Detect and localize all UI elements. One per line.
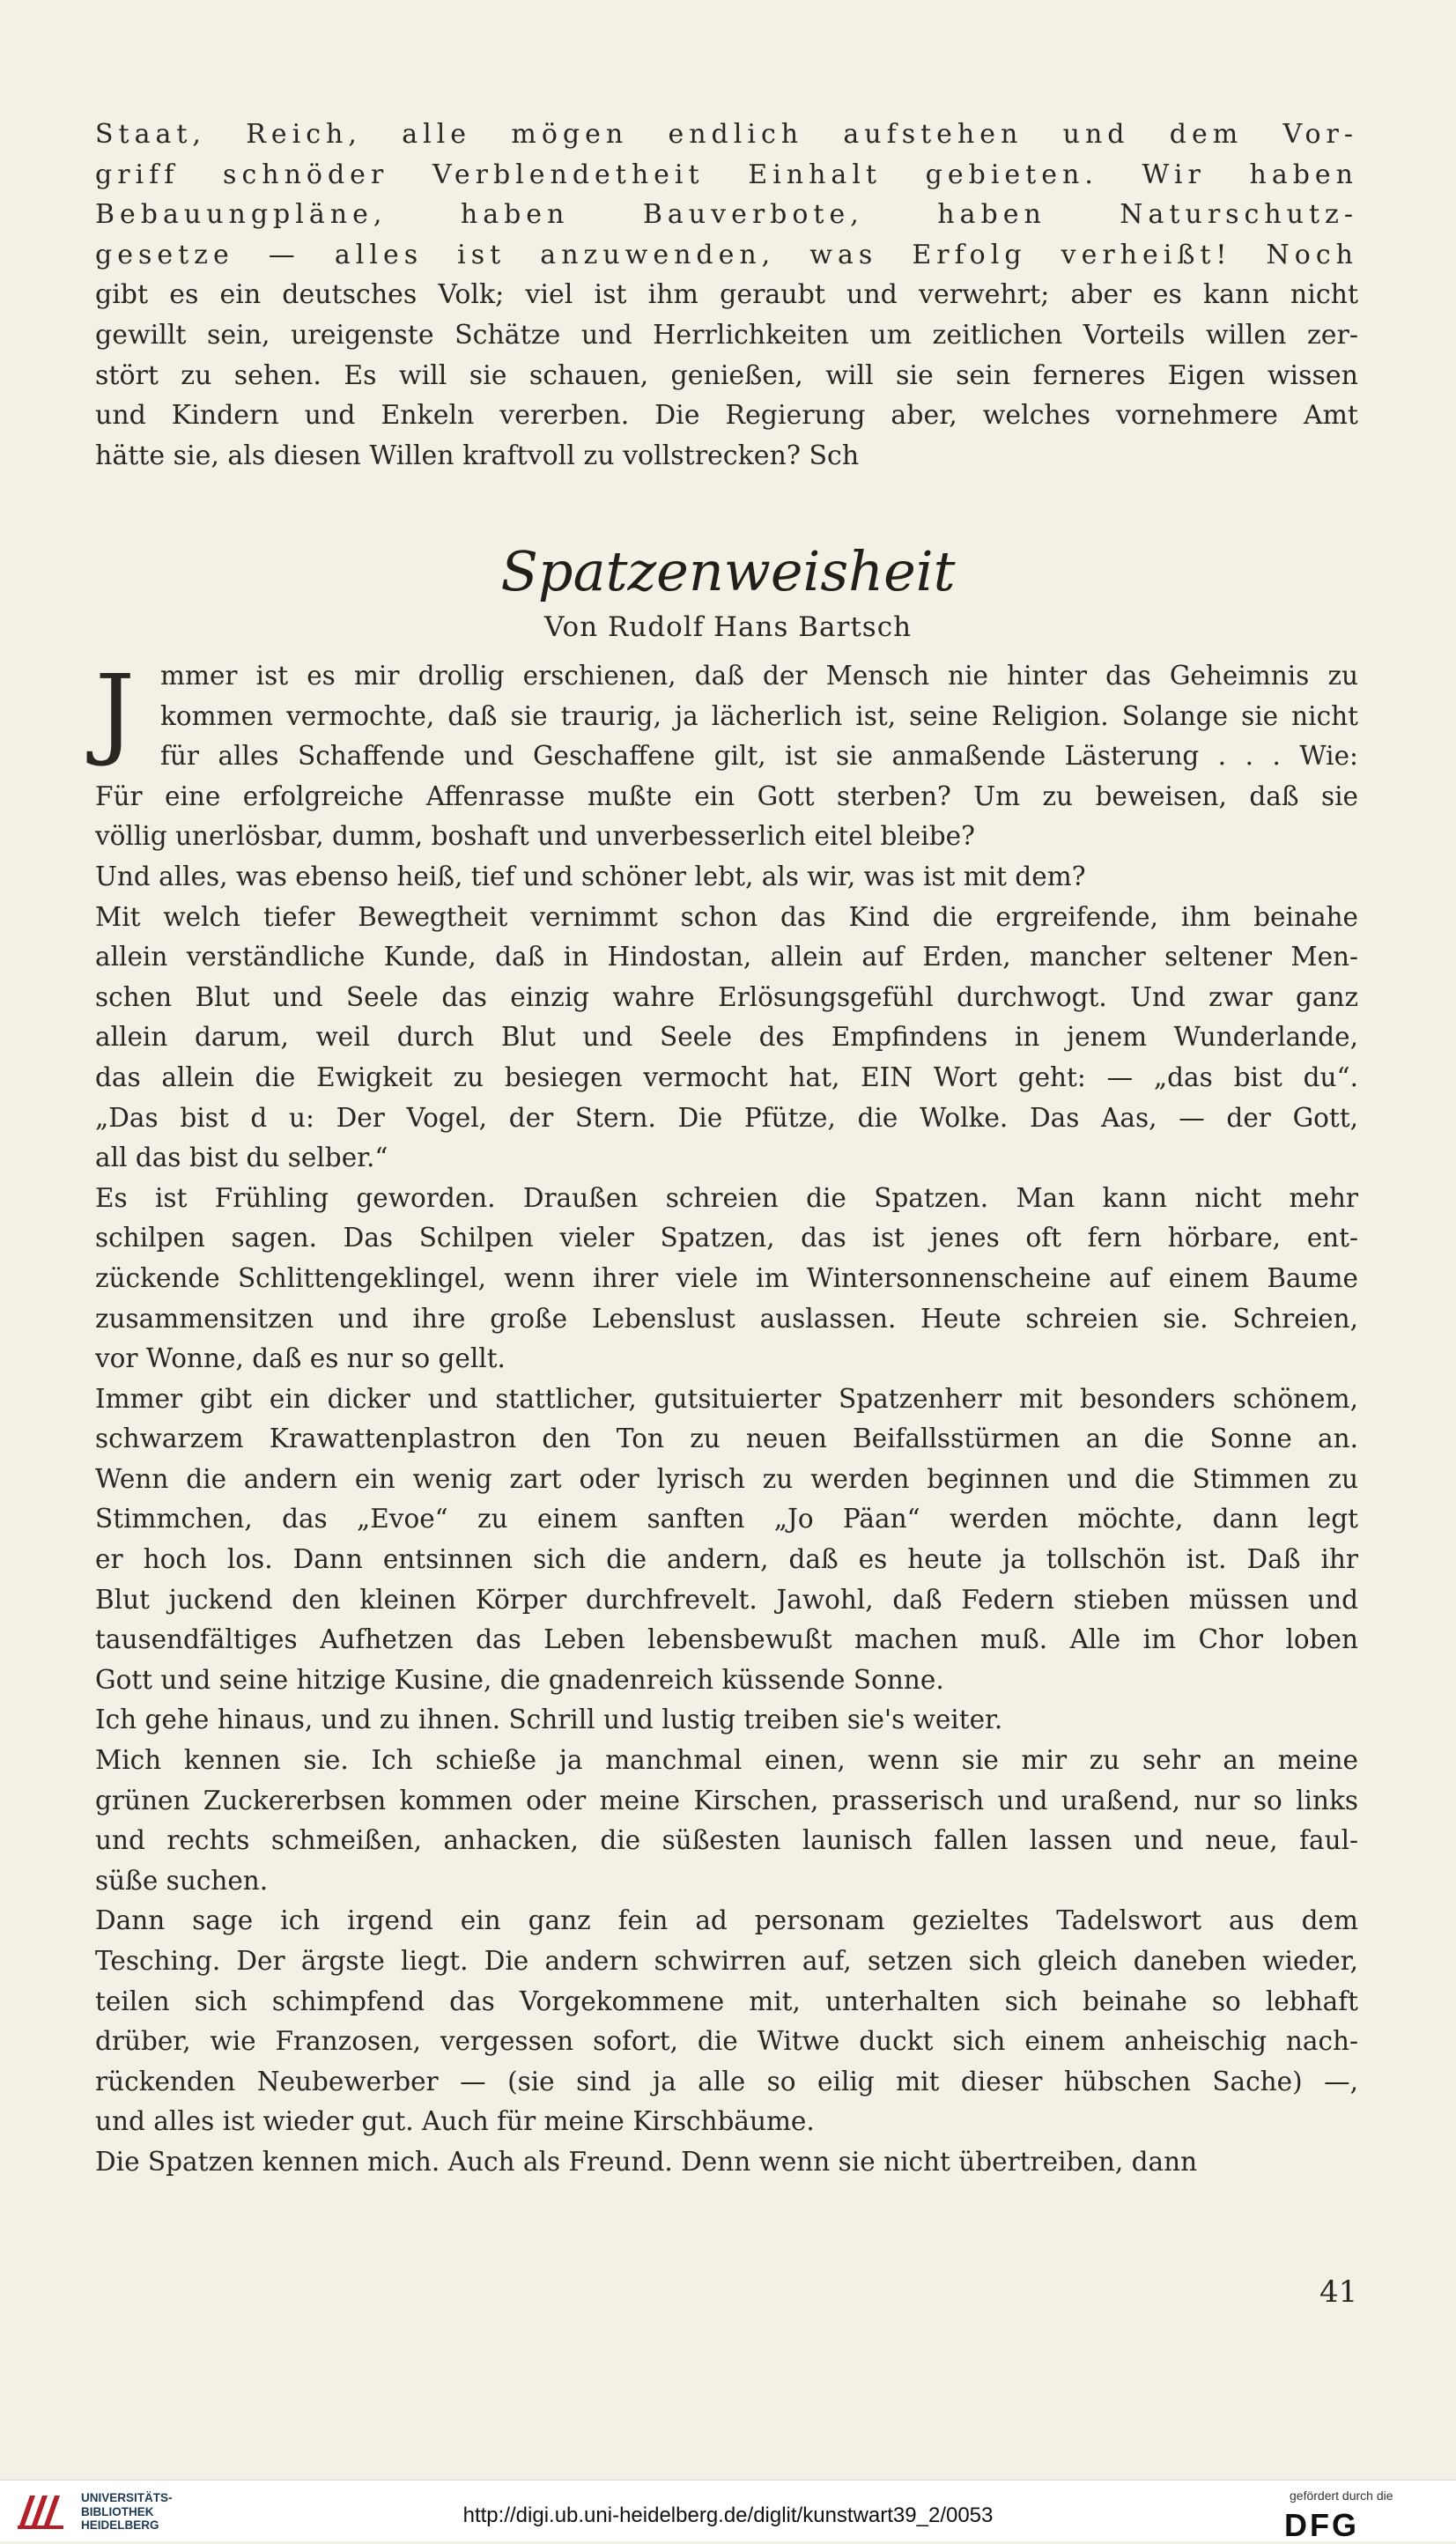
text-line: gewillt sein, ureigenste Schätze und Herrlichkeiten um zeitlichen Vorteils willen zer-: [95, 319, 1358, 351]
article-line: für alles Schaffende und Geschaffene gilt, ist sie anmaßende Lästerung . . . Wie:: [160, 741, 1358, 772]
drop-cap: J: [95, 654, 135, 769]
article-line: zusammensitzen und ihre große Lebenslust auslassen. Heute schreien sie. Schreien,: [95, 1303, 1358, 1334]
article-line: drüber, wie Franzosen, vergessen sofort, die Witwe duckt sich einem anheischig nach-: [95, 2026, 1358, 2057]
funding-note: gefördert durch die: [1290, 2489, 1393, 2503]
article-line: Immer gibt ein dicker und stattlicher, gutsituierter Spatzenherr mit besonders schönem,: [95, 1383, 1358, 1414]
article-line: zückende Schlittengeklingel, wenn ihrer viele im Wintersonnenscheine auf einem Baume: [95, 1262, 1358, 1293]
text-line: stört zu sehen. Es will sie schauen, genießen, will sie sein ferneres Eigen wissen: [95, 359, 1358, 391]
article-line: Es ist Frühling geworden. Draußen schreien die Spatzen. Man kann nicht mehr: [95, 1182, 1358, 1213]
article-line: Blut juckend den kleinen Körper durchfrevelt. Jawohl, daß Federn stieben müssen und: [95, 1584, 1358, 1615]
article-line: und alles ist wieder gut. Auch für meine Kirschbäume.: [95, 2106, 815, 2137]
article-line: Mich kennen sie. Ich schieße ja manchmal einen, wenn sie mir zu sehr an meine: [95, 1745, 1358, 1776]
text-line: gesetze — alles ist anzuwenden, was Erfolg verheißt! Noch: [95, 239, 1358, 270]
article-line: schilpen sagen. Das Schilpen vieler Spatzen, das ist jenes oft fern hörbare, ent-: [95, 1223, 1358, 1254]
article-line: Für eine erfolgreiche Affenrasse mußte ein Gott sterben? Um zu beweisen, daß sie: [95, 780, 1358, 811]
article-line: Ich gehe hinaus, und zu ihnen. Schrill und lustig treiben sie's weiter.: [95, 1705, 1003, 1735]
article-line: Tesching. Der ärgste liegt. Die andern schwirren auf, setzen sich gleich daneben wieder,: [95, 1946, 1358, 1976]
text-line: gibt es ein deutsches Volk; viel ist ihm geraubt und verwehrt; aber es kann nicht: [95, 279, 1358, 311]
article-line: tausendfältiges Aufhetzen das Leben lebensbewußt machen muß. Alle im Chor loben: [95, 1624, 1358, 1655]
article-line: er hoch los. Dann entsinnen sich die andern, daß es heute ja tollschön ist. Daß ihr: [95, 1544, 1358, 1575]
article-line: allein darum, weil durch Blut und Seele des Empfindens in jenem Wunderlande,: [95, 1022, 1358, 1053]
article-line: grünen Zuckererbsen kommen oder meine Kirschen, prasserisch und uraßend, nur so links: [95, 1785, 1358, 1816]
library-name-text: UNIVERSITÄTS- BIBLIOTHEK HEIDELBERG: [81, 2491, 173, 2532]
article-line: das allein die Ewigkeit zu besiegen vermocht hat, EIN Wort geht: — „das bist du“.: [95, 1061, 1358, 1092]
article-body: [95, 656, 1358, 2183]
article-line: Wenn die andern ein wenig zart oder lyrisch zu werden beginnen und die Stimmen zu: [95, 1463, 1358, 1494]
article-line: teilen sich schimpfend das Vorgekommene mit, unterhalten sich beinahe so lebhaft: [95, 1986, 1358, 2016]
article-line: Dann sage ich irgend ein ganz fein ad personam gezieltes Tadelswort aus dem: [95, 1905, 1358, 1936]
article-byline: Von Rudolf Hans Bartsch: [543, 611, 913, 643]
article-line: Gott und seine hitzige Kusine, die gnadenreich küssende Sonne.: [95, 1664, 944, 1695]
dfg-logo: DFG: [1284, 2507, 1359, 2543]
article-line: schwarzem Krawattenplastron den Ton zu neuen Beifallsstürmen an die Sonne an.: [95, 1424, 1358, 1454]
continued-text: [95, 115, 1358, 476]
text-line: griff schnöder Verblendetheit Einhalt gebieten. Wir haben: [95, 159, 1358, 190]
text-line: hätte sie, als diesen Willen kraftvoll zu vollstrecken? Sch: [95, 440, 860, 471]
article-line: Und alles, was ebenso heiß, tief und schöner lebt, als wir, was ist mit dem?: [95, 861, 1086, 891]
article-line: und rechts schmeißen, anhacken, die süßesten launisch fallen lassen und neue, faul-: [95, 1825, 1358, 1856]
article-title: Spatzenweisheit: [500, 539, 956, 603]
source-url-link[interactable]: http://digi.ub.uni-heidelberg.de/diglit/kunstwart39_2/0053: [462, 2503, 994, 2527]
article-line: Mit welch tiefer Bewegtheit vernimmt schon das Kind die ergreifende, ihm beinahe: [95, 901, 1358, 932]
article-line: all das bist du selber.“: [95, 1143, 388, 1173]
text-line: Staat, Reich, alle mögen endlich aufstehen und dem Vor-: [95, 119, 1358, 150]
article-line: vor Wonne, daß es nur so gellt.: [95, 1343, 506, 1374]
article-line: kommen vermochte, daß sie traurig, ja lächerlich ist, seine Religion. Solange sie nicht: [160, 700, 1358, 731]
article-line: „Das bist d u: Der Vogel, der Stern. Die Pfütze, die Wolke. Das Aas, — der Gott,: [95, 1102, 1358, 1133]
article-line: mmer ist es mir drollig erschienen, daß der Mensch nie hinter das Geheimnis zu: [160, 661, 1358, 691]
article-line: Stimmchen, das „Evoe“ zu einem sanften „Jo Päan“ werden möchte, dann legt: [95, 1504, 1358, 1535]
page-number: 41: [1319, 2274, 1358, 2310]
text-line: Bebauungpläne, haben Bauverbote, haben Naturschutz-: [95, 199, 1358, 231]
article-line: schen Blut und Seele das einzig wahre Erlösungsgefühl durchwogt. Und zwar ganz: [95, 981, 1358, 1012]
text-line: und Kindern und Enkeln vererben. Die Regierung aber, welches vornehmere Amt: [95, 400, 1358, 432]
article-line: süße suchen.: [95, 1865, 269, 1896]
article-line: rückenden Neubewerber — (sie sind ja alle so eilig mit dieser hübschen Sache) —,: [95, 2066, 1358, 2097]
article-line: Die Spatzen kennen mich. Auch als Freund. Denn wenn sie nicht übertreiben, dann: [95, 2146, 1198, 2177]
article-line: völlig unerlösbar, dumm, boshaft und unverbesserlich eitel bleibe?: [95, 821, 975, 852]
article-line: allein verständliche Kunde, daß in Hindostan, allein auf Erden, mancher seltener Men-: [95, 942, 1358, 972]
